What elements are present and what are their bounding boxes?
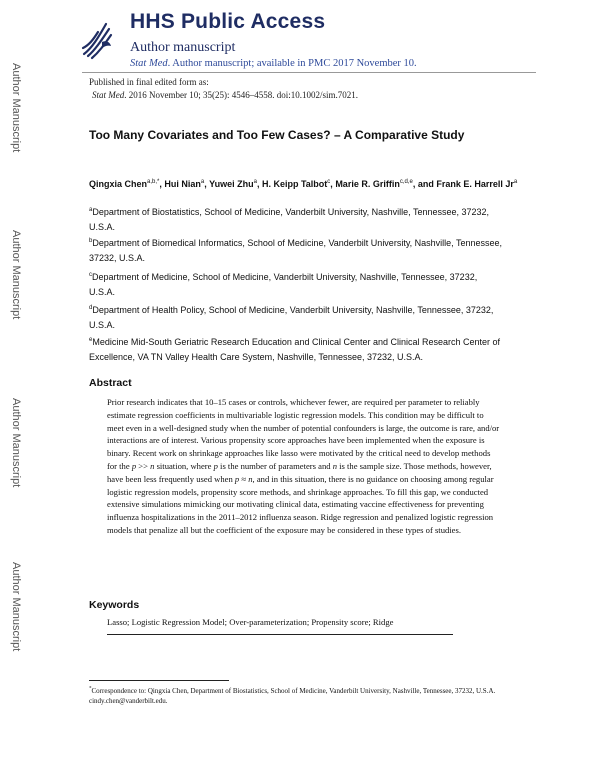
published-label: Published in final edited form as: [89, 77, 209, 87]
affiliation-c: $^c$Department of Medicine, School of Medicine, Vanderbilt University, Nashville, Tennessee, 37232, U.S.A. [89, 272, 478, 297]
author-list: Qingxia Chen$^{a,b,*}$, Hui Nian$^a$, Yuwei Zhu$^a$, H. Keipp Talbot$^c$, Marie R. Griffin$^{c,d,e}$, and Frank E. Harrell Jr$^a$ [89, 179, 518, 189]
affiliation-d: $^d$Department of Health Policy, School of Medicine, Vanderbilt University, Nashville, Tennessee, 37232, U.S.A. [89, 305, 494, 330]
affiliation-a: $^a$Department of Biostatistics, School of Medicine, Vanderbilt University, Nashville, Tennessee, 37232, U.S.A. [89, 207, 490, 232]
header-divider [82, 72, 536, 73]
abstract-heading: Abstract [89, 377, 132, 389]
side-label-4: Author Manuscript [10, 562, 22, 652]
author-manuscript-label: Author manuscript [130, 40, 236, 55]
affiliation-e: $^e$Medicine Mid-South Geriatric Research Education and Clinical Center and Clinical Research Center of Excellence, VA TN Valley Health Care System, Nashville, Tennessee, 37232, U.S.A. [89, 337, 501, 362]
availability-line: Stat Med. Author manuscript; available in PMC 2017 November 10. [130, 58, 417, 69]
affiliation-b: $^b$Department of Biomedical Informatics, School of Medicine, Vanderbilt University, Nashville, Tennessee, 37232, U.S.A. [89, 238, 503, 263]
keywords-divider [107, 634, 453, 635]
footnote-divider [89, 680, 229, 681]
keywords-heading: Keywords [89, 599, 140, 611]
side-label-1: Author Manuscript [10, 63, 22, 153]
side-label-3: Author Manuscript [10, 398, 22, 488]
abstract-body: Prior research indicates that 10–15 cases or controls, whichever fewer, are required per parameter to reliably estimate regression coefficients in multivariable logistic regression models. This condition may be difficult to meet even in a well-designed study when the number of potential confounders is large, the outcome is rare, and/or interactions are of interest. Various propensity score approaches have been implemented when the exposure is binary. Recent work on shrinkage approaches like lasso were motivated by the critical need to develop methods for the p >> n situation, where p is the number of parameters and n is the sample size. Those methods, however, have been less frequently used when p ≈ n, and in this situation, there is no guidance on choosing among regular logistic regression models, propensity score methods, and shrinkage approaches. To fill this gap, we conducted extensive simulations mimicking our motivating clinical data, estimating vaccine effectiveness for preventing influenza hospitalizations in the 2011–2012 influenza season. Ridge regression and penalized logistic regression models that penalize all but the coefficient of the exposure may be considered in these types of studies. [107, 397, 500, 535]
journal-name: Stat Med [130, 58, 168, 69]
citation-line: Stat Med. 2016 November 10; 35(25): 4546–4558. doi:10.1002/sim.7021. [92, 90, 358, 100]
keywords-list: Lasso; Logistic Regression Model; Over-parameterization; Propensity score; Ridge [107, 617, 394, 627]
hhs-title: HHS Public Access [130, 10, 326, 33]
side-label-2: Author Manuscript [10, 230, 22, 320]
paper-title: Too Many Covariates and Too Few Cases? – A Comparative Study [89, 128, 465, 142]
correspondence-footnote: *Correspondence to: Qingxia Chen, Department of Biostatistics, School of Medicine, Vanderbilt University, Nashville, Tennessee, 37232, U.S.A. cindy.chen@vanderbilt.edu. [89, 686, 496, 705]
hhs-eagle-logo-icon [80, 18, 114, 60]
